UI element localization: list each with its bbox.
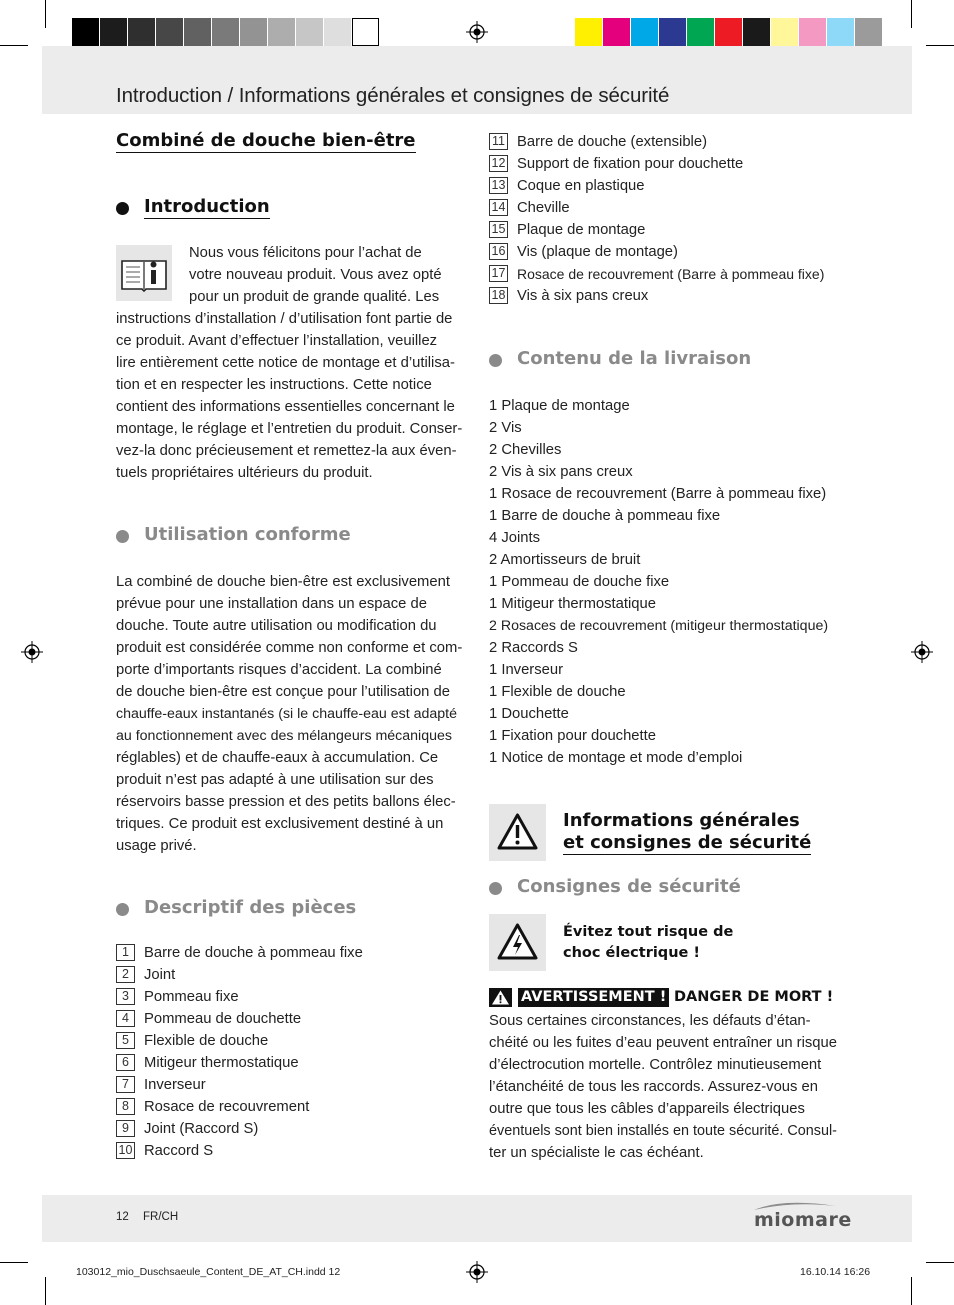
product-title: Combiné de douche bien-être (116, 130, 416, 151)
text-line: réservoirs basse pression et des petits ballons élec- (116, 794, 456, 810)
intro-paragraph (116, 308, 468, 484)
color-swatch (743, 18, 770, 46)
danger-label: DANGER DE MORT ! (674, 989, 834, 1005)
gray-swatch (268, 18, 295, 46)
list-item: 1 Mitigeur thermostatique (489, 596, 656, 612)
text-line: lire entièrement cette notice de montage et d’utilisa- (116, 355, 455, 371)
gray-swatch (240, 18, 267, 46)
list-item: 1 Barre de douche à pommeau fixe (489, 508, 721, 524)
part-label: Vis (plaque de montage) (517, 244, 678, 260)
text-line: chauffe-eaux instantanés (si le chauffe-eau est adapté (116, 706, 457, 722)
part-label: Plaque de montage (517, 222, 646, 238)
part-label: Inverseur (144, 1077, 206, 1093)
registration-mark-icon (466, 21, 488, 43)
intro-paragraph-wrapped (189, 242, 469, 308)
part-number: 14 (489, 199, 508, 216)
page-title: Introduction / Informations générales et consignes de sécurité (116, 84, 670, 107)
general-heading-line: et consignes de sécurité (563, 832, 812, 853)
text-line: instructions d’installation / d’utilisation font partie de (116, 311, 453, 327)
list-item: 1 Fixation pour douchette (489, 728, 656, 744)
general-heading (563, 810, 811, 855)
text-line: l’étanchéité de tous les raccords. Assurez-vous en (489, 1079, 818, 1095)
text-line: d’électrocution mortelle. Contrôlez minutieusement (489, 1057, 822, 1073)
list-item: 1 Plaque de montage (489, 398, 630, 414)
part-label: Support de fixation pour douchette (517, 156, 744, 172)
part-number: 12 (489, 155, 508, 172)
list-item: 1 Rosace de recouvrement (Barre à pommeau fixe) (489, 486, 827, 502)
locale-label: FR/CH (143, 1211, 179, 1223)
text-line: votre nouveau produit. Vous avez opté (189, 267, 442, 283)
text-line: ter un spécialiste le cas échéant. (489, 1145, 704, 1161)
color-swatch (799, 18, 826, 46)
part-label: Joint (Raccord S) (144, 1121, 259, 1137)
list-item: 1 Pommeau de douche fixe (489, 574, 670, 590)
color-swatch (659, 18, 686, 46)
gray-swatch (128, 18, 155, 46)
part-number: 16 (489, 243, 508, 260)
gray-swatch (352, 18, 379, 46)
part-label: Cheville (517, 200, 570, 216)
brand-name: miomare (754, 1209, 852, 1231)
part-number: 11 (489, 133, 508, 150)
gray-swatch (324, 18, 351, 46)
gray-swatch (184, 18, 211, 46)
part-number: 8 (116, 1098, 135, 1115)
list-item: 2 Rosaces de recouvrement (mitigeur thermostatique) (489, 618, 829, 634)
text-line: pour un produit de grande qualité. Les (189, 289, 440, 305)
general-heading-line: Informations générales (563, 810, 800, 831)
shock-warning-text (563, 922, 733, 964)
color-swatch (771, 18, 798, 46)
part-label: Pommeau de douchette (144, 1011, 302, 1027)
part-number: 9 (116, 1120, 135, 1137)
delivery-heading: Contenu de la livraison (517, 348, 752, 369)
bullet-icon (489, 354, 502, 367)
file-info: 103012_mio_Duschsaeule_Content_DE_AT_CH.indd 12 (76, 1266, 341, 1278)
part-label: Rosace de recouvrement (Barre à pommeau fixe) (517, 266, 825, 282)
part-label: Mitigeur thermostatique (144, 1055, 299, 1071)
intro-heading: Introduction (144, 196, 270, 217)
text-line: triques. Ce produit est exclusivement destiné à un (116, 816, 444, 832)
gray-swatch (72, 18, 99, 46)
part-number: 6 (116, 1054, 135, 1071)
text-line: tion et en respecter les instructions. Cette notice (116, 377, 432, 393)
text-line: vez-la donc précieusement et remettez-la aux éven- (116, 443, 457, 459)
part-number: 4 (116, 1010, 135, 1027)
color-swatch (827, 18, 854, 46)
color-swatch (631, 18, 658, 46)
part-number: 5 (116, 1032, 135, 1049)
color-swatch (687, 18, 714, 46)
text-line: ce produit. Avant d’effectuer l’installation, veuillez (116, 333, 438, 349)
part-label: Pommeau fixe (144, 989, 239, 1005)
electric-shock-icon (489, 914, 546, 971)
safety-heading: Consignes de sécurité (517, 876, 741, 897)
info-book-icon (116, 245, 172, 301)
list-item: 2 Amortisseurs de bruit (489, 552, 641, 568)
part-label: Rosace de recouvrement (144, 1099, 310, 1115)
text-line: choc électrique ! (563, 945, 701, 961)
file-date: 16.10.14 16:26 (800, 1266, 871, 1278)
text-line: outre que tous les câbles d’appareils électriques (489, 1101, 805, 1117)
gray-swatch (100, 18, 127, 46)
color-swatch (855, 18, 882, 46)
list-item: 2 Chevilles (489, 442, 562, 458)
warning-triangle-icon (489, 804, 546, 861)
registration-mark-icon (21, 641, 43, 663)
text-line: usage privé. (116, 838, 197, 854)
text-line: produit n’est pas adapté à une utilisation sur des (116, 772, 434, 788)
usage-paragraph (116, 571, 468, 857)
delivery-list (489, 395, 849, 769)
part-number: 18 (489, 287, 508, 304)
list-item: 2 Vis (489, 420, 522, 436)
text-line: chéité ou les fuites d’eau peuvent entraîner un risque (489, 1035, 837, 1051)
text-line: au fonctionnement avec des mélangeurs mécaniques (116, 728, 452, 744)
usage-heading: Utilisation conforme (144, 524, 351, 545)
part-number: 2 (116, 966, 135, 983)
part-label: Flexible de douche (144, 1033, 269, 1049)
list-item: 2 Vis à six pans creux (489, 464, 633, 480)
parts-heading: Descriptif des pièces (144, 897, 357, 918)
text-line: éventuels sont bien installés en toute sécurité. Consul- (489, 1123, 837, 1139)
bullet-icon (489, 882, 502, 895)
color-swatch (715, 18, 742, 46)
text-line: Sous certaines circonstances, les défauts d’étan- (489, 1013, 811, 1029)
brand-logo (752, 1200, 852, 1234)
list-item: 4 Joints (489, 530, 540, 546)
text-line: Évitez tout risque de (563, 924, 734, 940)
warning-paragraph (489, 1010, 849, 1164)
list-item: 2 Raccords S (489, 640, 578, 656)
text-line: de douche bien-être est conçue pour l’utilisation de (116, 684, 450, 700)
page-number: 12 (116, 1211, 129, 1223)
part-number: 15 (489, 221, 508, 238)
text-line: porte d’importants risques d’accident. La combiné (116, 662, 442, 678)
color-swatch (603, 18, 630, 46)
text-line: tuels propriétaires ultérieurs du produit. (116, 465, 373, 481)
text-line: La combiné de douche bien-être est exclusivement (116, 574, 450, 590)
part-label: Joint (144, 967, 176, 983)
part-number: 13 (489, 177, 508, 194)
part-number: 1 (116, 944, 135, 961)
text-line: douche. Toute autre utilisation ou modification du (116, 618, 437, 634)
warning-label: AVERTISSEMENT ! (518, 988, 669, 1007)
list-item: 1 Douchette (489, 706, 569, 722)
part-number: 10 (116, 1142, 135, 1159)
list-item: 1 Notice de montage et mode d’emploi (489, 750, 743, 766)
registration-mark-icon (466, 1261, 488, 1283)
part-label: Barre de douche à pommeau fixe (144, 945, 363, 961)
text-line: réglables) et de chauffe-eaux à accumulation. Ce (116, 750, 439, 766)
part-label: Raccord S (144, 1143, 214, 1159)
part-number: 7 (116, 1076, 135, 1093)
list-item: 1 Inverseur (489, 662, 564, 678)
bullet-icon (116, 202, 129, 215)
bullet-icon (116, 903, 129, 916)
registration-mark-icon (911, 641, 933, 663)
gray-swatch (296, 18, 323, 46)
part-label: Coque en plastique (517, 178, 645, 194)
text-line: contient des informations essentielles concernant le (116, 399, 455, 415)
color-swatch (575, 18, 602, 46)
list-item: 1 Flexible de douche (489, 684, 626, 700)
gray-swatch (212, 18, 239, 46)
part-label: Vis à six pans creux (517, 288, 649, 304)
part-number: 3 (116, 988, 135, 1005)
warning-small-icon (489, 988, 512, 1007)
part-number: 17 (489, 265, 508, 282)
part-label: Barre de douche (extensible) (517, 134, 708, 150)
bullet-icon (116, 530, 129, 543)
text-line: Nous vous félicitons pour l’achat de (189, 245, 422, 261)
gray-swatch (156, 18, 183, 46)
text-line: produit est considérée comme non conforme et com- (116, 640, 463, 656)
text-line: prévue pour une installation dans un espace de (116, 596, 427, 612)
text-line: montage, le réglage et l’entretien du produit. Conser- (116, 421, 463, 437)
